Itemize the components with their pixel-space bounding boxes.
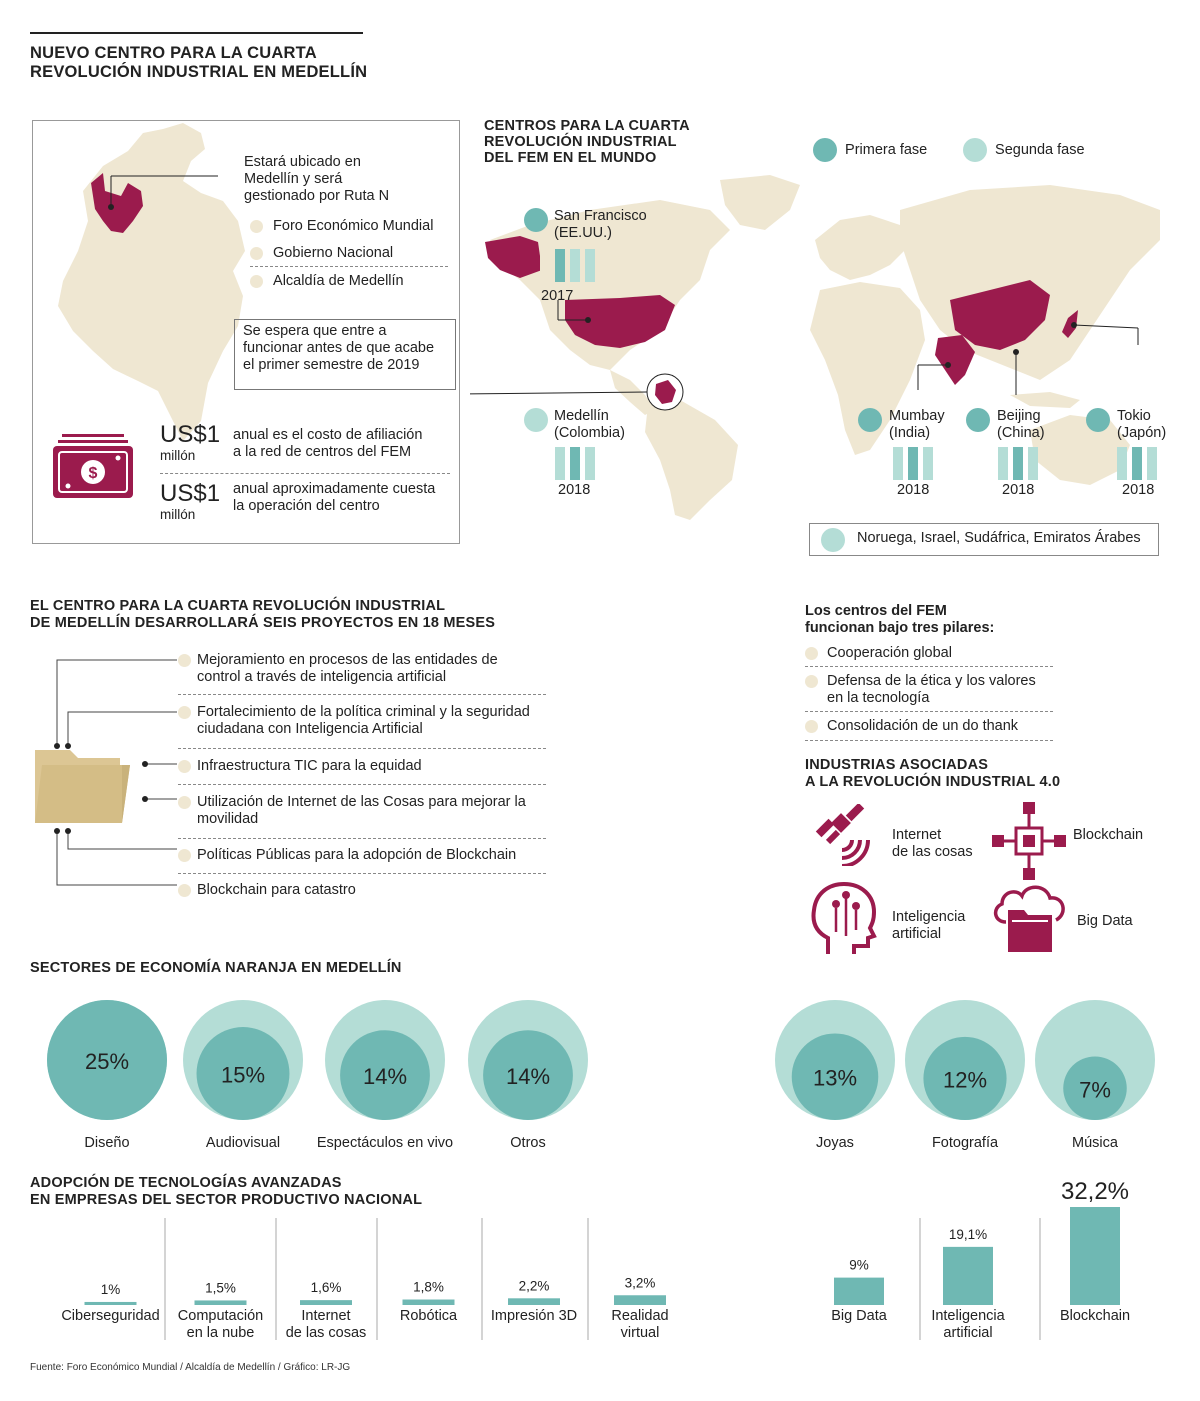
adopcion-bar-chart xyxy=(0,1180,1200,1350)
naranja-bubble-chart xyxy=(0,985,1200,1150)
money-bills-icon xyxy=(48,432,136,500)
phase-marker-icon xyxy=(524,408,548,432)
timeline-bars-medellin xyxy=(555,447,600,480)
legend-segunda: Segunda fase xyxy=(963,138,1085,162)
bar-category-label: Realidad xyxy=(611,1308,669,1324)
cloud-folder-icon xyxy=(990,882,1070,954)
legend-swatch-segunda xyxy=(963,138,987,162)
center-beijing: Beijing (China) xyxy=(966,408,1045,442)
industries-title: INDUSTRIAS ASOCIADAS A LA REVOLUCIÓN INDUSTRIAL 4.0 xyxy=(805,757,1061,790)
project-item: Utilización de Internet de las Cosas para mejorar la movilidad xyxy=(178,785,546,839)
partner-item: Gobierno Nacional xyxy=(250,245,448,267)
bar-category-label: de las cosas xyxy=(285,1325,367,1341)
year-mumbay: 2018 xyxy=(897,482,930,498)
project-item: Políticas Públicas para la adopción de Blockchain xyxy=(178,839,546,874)
phase-marker-icon xyxy=(821,528,845,552)
expect-box: Se espera que entre a funcionar antes de que acabe el primer semestre de 2019 xyxy=(234,319,456,390)
bar xyxy=(1070,1207,1120,1305)
bullet-icon xyxy=(178,760,191,773)
page-title: NUEVO CENTRO PARA LA CUARTA REVOLUCIÓN INDUSTRIAL EN MEDELLÍN xyxy=(30,44,368,81)
legend-swatch-primera xyxy=(813,138,837,162)
bullet-icon xyxy=(178,849,191,862)
bubble-value-label: 12% xyxy=(942,1067,988,1093)
partner-item: Alcaldía de Medellín xyxy=(250,267,448,300)
world-title: CENTROS PARA LA CUARTA REVOLUCIÓN INDUSTRIAL DEL FEM EN EL MUNDO xyxy=(484,118,690,166)
bubble-category-label: Música xyxy=(1072,1135,1118,1150)
project-item: Blockchain para catastro xyxy=(178,874,546,908)
bar-value-label: 9% xyxy=(849,1257,869,1273)
satellite-icon xyxy=(812,804,882,866)
bullet-icon xyxy=(178,706,191,719)
svg-text:$: $ xyxy=(88,465,98,482)
bar-category-label: Big Data xyxy=(831,1308,887,1324)
phase-marker-icon xyxy=(524,208,548,232)
bar xyxy=(195,1300,247,1305)
bubble-group xyxy=(183,1000,303,1150)
bubble-category-label: Otros xyxy=(510,1135,546,1150)
cost-item: US$1 millón anual es el costo de afiliación a la red de centros del FEM xyxy=(160,421,423,463)
center-medellin: Medellín (Colombia) xyxy=(524,408,625,442)
timeline-bars-mumbay xyxy=(893,447,938,480)
projects-list xyxy=(178,652,546,908)
bar xyxy=(403,1300,455,1305)
bullet-icon xyxy=(805,720,818,733)
bubble-value-label: 14% xyxy=(362,1064,408,1090)
bar-category-label: Impresión 3D xyxy=(490,1308,578,1324)
bullet-icon xyxy=(178,796,191,809)
timeline-bars-sanfrancisco xyxy=(540,249,600,282)
bullet-icon xyxy=(805,675,818,688)
year-tokio: 2018 xyxy=(1122,482,1155,498)
bar-category-label: Blockchain xyxy=(1059,1308,1131,1324)
bubble-category-label: Fotografía xyxy=(931,1135,999,1150)
bar xyxy=(943,1247,993,1305)
industry-label-ai: Inteligencia artificial xyxy=(892,909,966,942)
partner-item: Foro Económico Mundial xyxy=(250,218,448,245)
footer-source: Fuente: Foro Económico Mundial / Alcaldía de Medellín / Gráfico: LR-JG xyxy=(30,1362,351,1373)
pillars-title: Los centros del FEM funcionan bajo tres pilares: xyxy=(805,603,995,636)
bubble-value-label: 15% xyxy=(220,1062,266,1088)
bullet-icon xyxy=(178,654,191,667)
bar xyxy=(85,1302,137,1305)
bar-value-label: 1,5% xyxy=(205,1280,236,1296)
project-item: Infraestructura TIC para la equidad xyxy=(178,749,546,785)
bubble-value-label: 14% xyxy=(505,1064,551,1090)
future-centers-box: Noruega, Israel, Sudáfrica, Emiratos Árabes xyxy=(809,523,1159,556)
bar-value-label: 3,2% xyxy=(624,1275,656,1291)
bar-category-label: Inteligencia xyxy=(931,1308,1005,1324)
bar-category-label: virtual xyxy=(620,1325,660,1341)
legend-primera: Primera fase xyxy=(813,138,927,162)
bubble-group xyxy=(317,1000,453,1150)
bar-category-label: artificial xyxy=(943,1325,993,1341)
bubble-category-label: Audiovisual xyxy=(205,1135,281,1150)
timeline-bars-tokio xyxy=(1117,447,1162,480)
project-item: Fortalecimiento de la política criminal y la seguridad ciudadana con Inteligencia Artificial xyxy=(178,695,546,749)
bar-value-label: 2,2% xyxy=(518,1278,550,1294)
timeline-bars-beijing xyxy=(998,447,1043,480)
bar xyxy=(834,1278,884,1305)
folder-icon xyxy=(30,655,190,895)
bubble-value-label: 7% xyxy=(1079,1077,1111,1103)
location-text: Estará ubicado en Medellín y será gestionado por Ruta N xyxy=(244,154,390,204)
bubble-category-label: Joyas xyxy=(816,1135,854,1150)
bubble-group xyxy=(1035,1000,1155,1150)
bullet-icon xyxy=(805,647,818,660)
bar xyxy=(508,1298,560,1305)
center-mumbay: Mumbay (India) xyxy=(858,408,945,442)
industry-label-iot: Internet de las cosas xyxy=(892,827,973,860)
year-sanfrancisco: 2017 xyxy=(541,288,574,304)
pillar-item: Consolidación de un do thank xyxy=(805,712,1053,741)
bar-category-label: Internet xyxy=(301,1308,351,1324)
bubble-group xyxy=(775,1000,895,1150)
bar-value-label: 1,6% xyxy=(310,1280,342,1296)
pillars-list xyxy=(805,645,1053,741)
bar-category-label: Robótica xyxy=(399,1308,458,1324)
bullet-icon xyxy=(250,275,263,288)
bar-value-label: 32,2% xyxy=(1060,1180,1130,1205)
cost-item: US$1 millón anual aproximadamente cuesta la operación del centro xyxy=(160,480,436,522)
bubble-group xyxy=(905,1000,1025,1150)
bar-category-label: Ciberseguridad xyxy=(61,1308,160,1324)
bullet-icon xyxy=(178,884,191,897)
partners-list xyxy=(250,218,448,300)
bubble-group xyxy=(47,1000,167,1150)
bar-value-label: 1,8% xyxy=(413,1279,444,1295)
center-tokio: Tokio (Japón) xyxy=(1086,408,1166,442)
alaska-region xyxy=(485,236,542,278)
pillar-item: Cooperación global xyxy=(805,645,1053,667)
pillar-item: Defensa de la ética y los valores en la tecnología xyxy=(805,667,1053,712)
projects-title: EL CENTRO PARA LA CUARTA REVOLUCIÓN INDUSTRIAL DE MEDELLÍN DESARROLLARÁ SEIS PROYECTOS EN 18 MESES xyxy=(30,598,496,631)
header-rule xyxy=(30,32,363,34)
adopcion-title: ADOPCIÓN DE TECNOLOGÍAS AVANZADAS EN EMPRESAS DEL SECTOR PRODUCTIVO NACIONAL xyxy=(30,1175,423,1208)
cost-divider xyxy=(160,473,450,474)
blockchain-icon xyxy=(992,800,1068,882)
brain-head-icon xyxy=(808,880,878,956)
year-medellin: 2018 xyxy=(558,482,591,498)
bubble-category-label: Diseño xyxy=(84,1135,130,1150)
industry-label-bigdata: Big Data xyxy=(1077,913,1133,929)
year-beijing: 2018 xyxy=(1002,482,1035,498)
phase-marker-icon xyxy=(966,408,990,432)
industry-label-blockchain: Blockchain xyxy=(1073,827,1144,843)
bubble-value-label: 25% xyxy=(84,1049,130,1074)
bar xyxy=(300,1300,352,1305)
naranja-title: SECTORES DE ECONOMÍA NARANJA EN MEDELLÍN xyxy=(30,960,402,976)
project-item: Mejoramiento en procesos de las entidades de control a través de inteligencia artificial xyxy=(178,652,546,695)
bubble-group xyxy=(468,1000,588,1150)
bar-value-label: 19,1% xyxy=(948,1226,988,1242)
bullet-icon xyxy=(250,247,263,260)
center-sanfrancisco: San Francisco (EE.UU.) xyxy=(524,208,647,242)
bar-category-label: Computación xyxy=(177,1308,264,1324)
bullet-icon xyxy=(250,220,263,233)
bar-category-label: en la nube xyxy=(186,1325,255,1341)
bubble-value-label: 13% xyxy=(812,1065,858,1091)
bubble-category-label: Espectáculos en vivo xyxy=(316,1135,454,1150)
bar xyxy=(614,1295,666,1305)
phase-marker-icon xyxy=(1086,408,1110,432)
phase-marker-icon xyxy=(858,408,882,432)
bar-value-label: 1% xyxy=(100,1281,121,1297)
